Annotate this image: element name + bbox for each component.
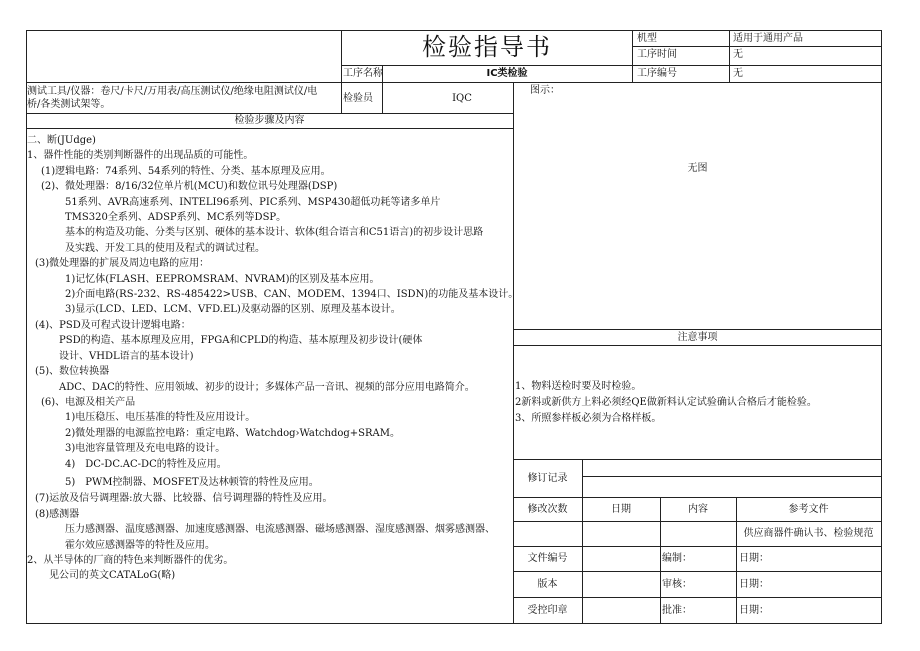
step-line: 及实践、开发工具的使用及程式的调试过程。 — [65, 242, 265, 254]
revision-content-label: 内容 — [688, 504, 708, 515]
note-item: 2新料或新供方上料必须经QE做新料认定试验确认合格后才能检验。 — [515, 397, 817, 408]
step-line: 二、断(JUdge) — [27, 135, 96, 146]
step-line: 2、从半导体的厂商的特色来判断器件的优劣。 — [27, 554, 234, 566]
step-line: (8)感测器 — [35, 508, 80, 520]
step-line: (4)、PSD及可程式设计逻辑电路： — [35, 319, 191, 331]
tools-text-line2: 桥/各类测试架等。 — [27, 99, 111, 110]
doc-no-label: 文件编号 — [527, 553, 568, 564]
reviewed-by-label: 审核： — [662, 579, 692, 590]
step-line: (3)微处理器的扩展及周边电路的应用： — [35, 258, 210, 270]
step-line: 见公司的英文CATALoG(略) — [49, 570, 176, 582]
approved-by-label: 批准： — [662, 605, 692, 616]
step-line: (1)逻辑电路：74系列、54系列的特性、分类、基本原理及应用。 — [41, 165, 331, 177]
step-line: 5) PWM控制器、MOSFET及达林顿管的特性及应用。 — [65, 476, 319, 488]
tools-text-line1: 测试工具/仪器：卷尺/卡尺/万用表/高压测试仪/绝缘电阻测试仪/电 — [27, 86, 318, 97]
model-label: 机型 — [637, 33, 657, 44]
step-line: (2)、微处理器：8/16/32位单片机(MCU)和数位讯号处理器(DSP) — [41, 181, 338, 193]
step-line: 2)介面电路(RS-232、RS-485422>USB、CAN、MODEM、1394口、ISDN)的功能及基本设计。 — [65, 289, 519, 301]
inspector-value: IQC — [452, 93, 472, 104]
revision-count-label: 修改次数 — [527, 504, 568, 515]
prepared-by-label: 编制： — [662, 553, 692, 564]
step-line: 2)微处理器的电源监控电路：重定电路、Watchdog›Watchdog+SRAM。 — [65, 427, 400, 439]
step-line: (5)、数位转换器 — [35, 366, 110, 378]
step-line: TMS320全系列、ADSP系列、MC系列等DSP。 — [65, 212, 287, 224]
step-line: 3)电池容量管理及充电电路的设计。 — [65, 443, 226, 455]
document-title: 检验指导书 — [422, 33, 552, 61]
process-time-label: 工序时间 — [637, 49, 677, 60]
model-value: 适用于通用产品 — [733, 33, 803, 44]
approved-date-label: 日期： — [739, 605, 769, 616]
steps-heading: 检验步骤及内容 — [234, 115, 305, 126]
process-no-value: 无 — [733, 68, 743, 79]
revision-record-label: 修订记录 — [527, 473, 568, 484]
step-line: 4) DC-DC.AC-DC的特性及应用。 — [65, 458, 227, 470]
step-line: (6)、电源及相关产品 — [41, 396, 136, 408]
revision-date-label: 日期 — [611, 504, 631, 515]
reference-docs-label: 参考文件 — [788, 504, 829, 515]
step-line: 1、器件性能的类别判断器件的出现品质的可能性。 — [27, 150, 254, 162]
step-line: 1)记忆体(FLASH、EEPROMSRAM、NVRAM)的区别及基本应用。 — [65, 273, 380, 285]
step-line: 设计、VHDL语言的基本设计) — [59, 350, 194, 362]
reviewed-date-label: 日期： — [739, 579, 769, 590]
process-no-label: 工序编号 — [637, 68, 677, 79]
version-label: 版本 — [537, 579, 558, 590]
step-line: 51系列、AVR高速系列、INTELI96系列、PIC系列、MSP430超低功耗等诸多单片 — [65, 196, 441, 208]
step-line: (7)运放及信号调理器:放大器、比较器、信号调理器的特性及应用。 — [35, 493, 333, 505]
prepared-date-label: 日期： — [739, 553, 769, 564]
process-name-label: 工序名称 — [343, 68, 383, 79]
step-line: 压力感测器、温度感测器、加速度感测器、电流感测器、磁场感测器、湿度感测器、烟雾感测器、 — [65, 524, 495, 536]
no-figure-text: 无图 — [687, 163, 708, 174]
step-line: 霍尔效应感测器等的特性及应用。 — [65, 539, 215, 551]
notes-title: 注意事项 — [677, 332, 718, 343]
process-name-value: IC类检验 — [486, 68, 528, 79]
step-line: 1)电压稳压、电压基准的特性及应用设计。 — [65, 412, 256, 424]
step-line: 3)显示(LCD、LED、LCM、VFD.EL)及驱动器的区别、原理及基本设计。 — [65, 304, 401, 316]
figure-label: 图示： — [530, 85, 560, 96]
process-time-value: 无 — [733, 49, 743, 60]
step-line: ADC、DAC的特性、应用领域、初步的设计；多媒体产品一音讯、视频的部分应用电路简介。 — [59, 381, 475, 393]
note-item: 3、所照参样板必须为合格样板。 — [515, 413, 662, 424]
step-line: PSD的构造、基本原理及应用，FPGA和CPLD的构造、基本原理及初步设计(硬体 — [59, 335, 423, 347]
inspector-label: 检验员 — [343, 93, 373, 104]
control-stamp-label: 受控印章 — [527, 605, 568, 616]
reference-docs-value: 供应商器件确认书、检验规范 — [743, 528, 874, 539]
note-item: 1、物料送检时要及时检验。 — [515, 381, 642, 392]
inspection-steps — [27, 133, 519, 584]
step-line: 基本的构造及功能、分类与区别、硬体的基本设计、软体(组合语言和C51语言)的初步设计思路 — [65, 227, 484, 239]
